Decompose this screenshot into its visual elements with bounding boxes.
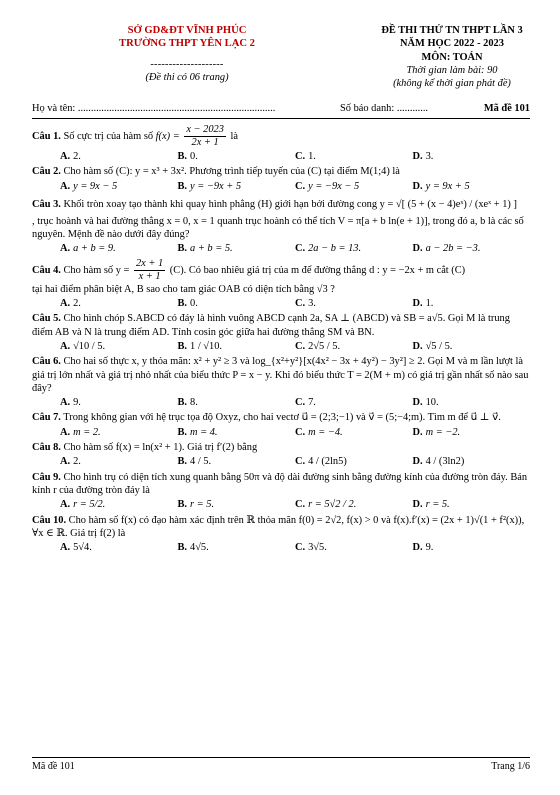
question-text: Cho hình trụ có diện tích xung quanh bằng 50π và độ dài đường sinh bằng đường kính của đường tròn đáy. Bán kính r của đường tròn đáy là [32, 471, 528, 497]
page-footer [32, 757, 530, 773]
option-b[interactable]: B. 4 / 5. [177, 456, 212, 468]
option-c[interactable]: C. 4 / (2ln5) [295, 456, 347, 468]
question-5 [32, 312, 530, 353]
question-text: Cho hàm số f(x) có đạo hàm xác định trên ℝ thỏa mãn f(0) = 2√2, f(x) > 0 và f(x).f′(x) = (2x + 1)√(1 + f²(x)), ∀x ∈ ℝ. Giá trị f(2) là [32, 514, 525, 539]
question-4 [32, 258, 530, 311]
option-b[interactable]: B. 1 / √10. [177, 340, 222, 352]
question-text: Cho hai số thực x, y thỏa mãn: x² + y² ≥ 3 và log_{x²+y²}[x(4x² − 3x + 4y²) − 3y²] ≥ 2. Gọi M và m lần lượt là giá trị lớn nhất và giá trị nhỏ nhất của biểu thức P = x − y. Khi đó biểu thức T = 2(M + m) có giá trị gần nhất số nào sau đây? [32, 356, 529, 394]
exam-time: Thời gian làm bài: 90 [406, 64, 498, 76]
option-d[interactable]: D. 3. [412, 151, 434, 162]
option-c[interactable]: C. 3. [295, 297, 316, 309]
option-b[interactable]: B. 4√5. [177, 542, 209, 554]
dept-name: SỞ GD&ĐT VĨNH PHÚC [127, 25, 247, 36]
option-c[interactable]: C. r = 5√2 / 2. [295, 499, 357, 511]
question-9 [32, 471, 530, 512]
question-text: Cho hình chóp S.ABCD có đáy là hình vuông ABCD cạnh 2a, SA ⊥ (ABCD) và SB = a√5. Gọi M là trung điểm AB và N là trung điểm AD. Tính cosin góc giữa hai đường thẳng SM và BN. [32, 313, 510, 338]
option-d[interactable]: D. y = 9x + 5 [412, 180, 470, 192]
option-d[interactable]: D. 1. [412, 297, 434, 309]
option-c[interactable]: C. 2√5 / 5. [295, 340, 341, 352]
question-text: Trong không gian với hệ trục tọa độ Oxyz, cho hai vectơ u⃗ = (2;3;−1) và v⃗ = (5;−4;m). Tìm m để u⃗ ⊥ v⃗. [60, 412, 501, 424]
answer-options [32, 455, 530, 468]
subject: MÔN: TOÁN [421, 51, 483, 63]
option-c[interactable]: C. y = −9x − 5 [295, 180, 360, 192]
question-label: Câu 6. [32, 356, 61, 368]
question-3 [32, 195, 530, 256]
question-label: Câu 1. [32, 130, 61, 142]
option-b[interactable]: B. m = 4. [177, 426, 218, 438]
option-a[interactable]: A. r = 5/2. [60, 499, 106, 511]
fraction-denominator: 2x + 1 [191, 137, 219, 148]
option-d[interactable]: D. 10. [412, 397, 439, 409]
function-name: f(x) = [155, 130, 180, 142]
fraction-numerator: 2x + 1 [135, 257, 164, 269]
question-text: Khối tròn xoay tạo thành khi quay hình phẳng (H) giới hạn bởi đường cong y = √[ (5 + (x − 4)eˣ) / (xeˣ + 1) ] [60, 198, 517, 210]
option-c[interactable]: C. 3√5. [295, 542, 327, 554]
candidate-number-field[interactable]: Số báo danh: ............ [340, 103, 429, 114]
answer-options [32, 242, 530, 255]
question-6 [32, 355, 530, 409]
divider-dashes: -------------------- [150, 59, 224, 70]
header-right [332, 24, 560, 91]
option-a[interactable]: A. 5√4. [60, 542, 92, 554]
answer-options [32, 498, 530, 511]
school-year: NĂM HỌC 2022 - 2023 [400, 38, 504, 50]
footer-exam-code: Mã đề 101 [32, 761, 75, 772]
answer-options [32, 396, 530, 409]
option-a[interactable]: A. √10 / 5. [60, 340, 106, 352]
option-c[interactable]: C. m = −4. [295, 426, 343, 438]
question-2 [32, 165, 530, 193]
option-a[interactable]: A. 2. [60, 456, 81, 468]
option-d[interactable]: D. 4 / (3ln2) [412, 456, 465, 468]
answer-options [32, 297, 530, 310]
option-d[interactable]: D. √5 / 5. [412, 340, 453, 352]
fraction-denominator: x + 1 [138, 270, 161, 282]
question-label: Câu 7. [32, 412, 61, 424]
candidate-info-bar [32, 100, 530, 118]
header-rule [32, 118, 530, 119]
option-c[interactable]: C. 7. [295, 397, 316, 409]
question-text: Cho hàm số f(x) = ln(x² + 1). Giá trị f′(2) bằng [60, 442, 258, 454]
answer-options [32, 426, 530, 439]
exam-header [32, 0, 530, 94]
question-text-end: là [227, 130, 239, 142]
answer-options [32, 180, 530, 193]
question-label: Câu 9. [32, 471, 61, 483]
option-b[interactable]: B. r = 5. [177, 499, 215, 511]
option-b[interactable]: B. y = −9x + 5 [177, 180, 242, 192]
fraction [184, 124, 226, 149]
option-a[interactable]: A. 9. [60, 397, 81, 409]
exam-title: ĐỀ THI THỬ TN THPT LẦN 3 [381, 25, 523, 36]
option-a[interactable]: A. 2. [60, 151, 81, 162]
answer-options [32, 340, 530, 353]
option-d[interactable]: D. r = 5. [412, 499, 450, 511]
time-note: (không kể thời gian phát đề) [393, 78, 511, 90]
question-label: Câu 10. [32, 514, 67, 526]
option-c[interactable]: C. 2a − b = 13. [295, 243, 362, 255]
question-7 [32, 411, 530, 439]
fraction [134, 258, 165, 283]
question-label: Câu 5. [32, 313, 61, 325]
option-b[interactable]: B. 8. [177, 397, 198, 409]
option-a[interactable]: A. 2. [60, 297, 81, 309]
question-text: Cho hàm số y = [60, 264, 130, 276]
question-label: Câu 3. [32, 198, 61, 210]
answer-options [32, 150, 530, 163]
exam-code: Mã đề 101 [483, 103, 530, 114]
fraction-numerator: x − 2023 [186, 124, 224, 135]
option-a[interactable]: A. a + b = 9. [60, 243, 116, 255]
option-b[interactable]: B. a + b = 5. [177, 243, 233, 255]
question-label: Câu 4. [32, 264, 61, 276]
question-label: Câu 8. [32, 442, 61, 454]
question-text: Cho hàm số (C): y = x³ + 3x². Phương trình tiếp tuyến của (C) tại điểm M(1;4) là [60, 166, 400, 178]
option-b[interactable]: B. 0. [177, 151, 198, 162]
question-text-cont: tại hai điểm phân biệt A, B sao cho tam giác OAB có diện tích bằng √3 ? [32, 283, 335, 295]
answer-options [32, 541, 530, 554]
school-name: TRƯỜNG THPT YÊN LẠC 2 [119, 38, 255, 49]
page-number: Trang 1/6 [491, 761, 530, 772]
question-10 [32, 514, 530, 555]
question-label: Câu 2. [32, 166, 61, 178]
question-text-mid: (C). Có bao nhiêu giá trị của m để đường thẳng d : y = −2x + m cắt (C) [167, 264, 466, 276]
question-text-cont: , trục hoành và hai đường thẳng x = 0, x = 1 quanh trục hoành có thể tích V = π[a + b ln(e + 1)], trong đó a, b là các số nguyên. Mệnh đề nào dưới đây đúng? [32, 215, 524, 241]
option-d[interactable]: D. a − 2b = −3. [412, 243, 481, 255]
page-count: (Đề thi có 06 trang) [145, 72, 229, 84]
option-a[interactable]: A. m = 2. [60, 426, 101, 438]
option-c[interactable]: C. 1. [295, 151, 316, 162]
option-b[interactable]: B. 0. [177, 297, 198, 309]
question-1 [32, 124, 530, 163]
candidate-name-field[interactable]: Họ và tên: ............................................................................ [32, 103, 276, 114]
question-text: Số cực trị của hàm số [60, 130, 156, 142]
option-a[interactable]: A. y = 9x − 5 [60, 180, 118, 192]
header-left [92, 24, 282, 85]
option-d[interactable]: D. 9. [412, 542, 434, 554]
question-8 [32, 441, 530, 469]
option-d[interactable]: D. m = −2. [412, 426, 461, 438]
